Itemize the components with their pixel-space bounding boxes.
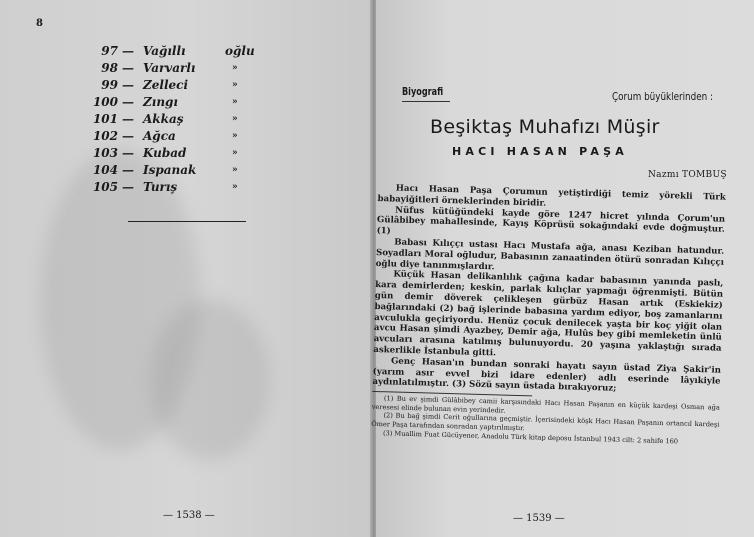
article-subtitle: HACI HASAN PAŞA <box>452 145 628 158</box>
list-number: 97 <box>101 44 118 58</box>
list-ditto-mark: » <box>232 165 238 175</box>
list-name: Vağıllı <box>143 44 186 58</box>
list-name: Akkaş <box>143 112 184 126</box>
list-item <box>88 129 268 146</box>
list-name: Varvarlı <box>143 61 196 75</box>
list-dash: — <box>122 61 134 75</box>
list-dash: — <box>122 129 134 143</box>
list-ditto-mark: » <box>232 131 238 141</box>
list-item <box>88 95 268 112</box>
series-label: Çorum büyüklerinden : <box>612 90 713 103</box>
list-ditto-mark: » <box>232 63 238 73</box>
list-item <box>88 61 268 78</box>
footnote: (3) Muallim Fuat Gücüyener, Anadolu Türk kitap deposu İstanbul 1943 cilt: 2 sahife 160 <box>382 428 679 445</box>
author-name: Nazmı TOMBUŞ <box>648 170 727 180</box>
section-divider <box>128 221 246 222</box>
list-dash: — <box>122 180 134 194</box>
list-ditto-mark: » <box>232 148 238 158</box>
list-number: 102 <box>92 129 118 143</box>
article-title: Beşiktaş Muhafızı Müşir <box>430 116 660 138</box>
list-dash: — <box>122 44 134 58</box>
footnote: (2) Bu bağ şimdi Cerit oğullarına geçmiştir. İçerisindeki köşk Hacı Hasan Paşanın ortancıl kardeşi Ömer Paşa tarafından sonradan yaptırılmıştır. <box>371 411 720 433</box>
list-number: 101 <box>92 112 118 126</box>
paragraph: Babası Kılıççı ustası Hacı Mustafa ağa, anası Keziban hatundur. Soyadları Moral oğludur, Babasının zanaatinden ötürü sonradan Kılıççı oğlu diye tanınmışlardır. <box>375 237 725 272</box>
list-ditto-mark: » <box>232 182 238 192</box>
list-name: Zıngı <box>143 95 178 109</box>
list-name: Kubad <box>143 146 187 160</box>
list-name: Turış <box>143 180 178 194</box>
list-suffix: oğlu <box>225 44 255 58</box>
name-list <box>88 44 268 197</box>
paragraph: Nüfus kütüğündeki kayde göre 1247 hicret yılında Çorum'un Gülâbibey mahallesinde, Kayış Köprüsü sokağındaki evde doğmuştur.(1) <box>376 205 726 237</box>
list-number: 98 <box>101 61 118 75</box>
list-name: Ispanak <box>143 163 197 177</box>
list-number: 105 <box>92 180 118 194</box>
list-ditto-mark: » <box>232 80 238 90</box>
list-number: 103 <box>92 146 118 160</box>
left-bottom-page-number: — 1538 — <box>163 510 215 521</box>
list-number: 100 <box>92 95 118 109</box>
list-item <box>88 112 268 129</box>
article-body <box>371 183 726 447</box>
list-dash: — <box>122 95 134 109</box>
list-dash: — <box>122 112 134 126</box>
list-number: 104 <box>92 163 118 177</box>
list-dash: — <box>122 163 134 177</box>
list-name: Ağca <box>143 129 176 143</box>
list-ditto-mark: » <box>232 97 238 107</box>
list-dash: — <box>122 78 134 92</box>
list-item <box>88 146 268 163</box>
left-page-number: 8 <box>36 18 43 29</box>
list-ditto-mark: » <box>232 114 238 124</box>
list-name: Zelleci <box>143 78 189 92</box>
section-label: Biyografi <box>402 85 444 98</box>
list-item <box>88 44 268 61</box>
paragraph: Hacı Hasan Paşa Çorumun yetiştirdiği temiz yörekli Türk babayiğitleri örneklerinden biridir. <box>377 183 726 209</box>
paragraph: Küçük Hasan delikanlılık çağına kadar babasının yanında paslı, kara demirlerden; keskin, parlak kılıçlar yapmağı öğrenmişti. Bütün gün demir döverek çelikleşen gürbüz Hasan artık (Eskiekiz) bağlarındaki (2) bağ işlerinde babasına yardım ediyor, boş zamanlarını avculukla geçiriyordu. Henüz çocuk denilecek yaşta bir koç yiğit olan avcu Hasan şimdi Ayazbey, Demir ağa, Hulûs bey gibi memleketin ünlü avcuları arasına katılmış bulunuyordu. 20 yaşına yaklaştığı sırada askerlikle İstanbula gitti. <box>373 269 724 359</box>
list-number: 99 <box>101 78 118 92</box>
photo-shadow <box>150 300 270 460</box>
footnote: (1) Bu ev şimdi Gülâbibey camii karşısındaki Hacı Hasan Paşanın en küçük kardeşi Osman ağa veresesi elinde bulunan evin yerindedir. <box>371 394 720 415</box>
list-dash: — <box>122 146 134 160</box>
paragraph: Genç Hasan'ın bundan sonraki hayatı sayın üstad Ziya Şakir'in (yarım asır evvel bizi idare edenler) adlı eserinde lâyıkiyle aydınlatılmıştır. (3) Sözü sayın üstada bırakıyoruz; <box>372 356 722 395</box>
list-item <box>88 78 268 95</box>
list-item <box>88 163 268 180</box>
section-label-underline <box>402 101 450 102</box>
right-bottom-page-number: — 1539 — <box>513 513 565 524</box>
list-item <box>88 180 268 197</box>
